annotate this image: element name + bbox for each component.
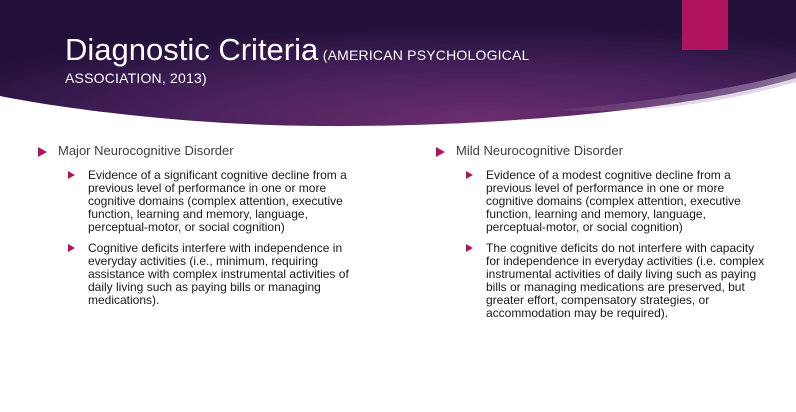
slide-title (65, 34, 665, 85)
title-citation-line-2: ASSOCIATION, 2013) (65, 70, 207, 86)
bullet-arrow-icon (68, 171, 75, 179)
bullet-text: Cognitive deficits interfere with independence in everyday activities (i.e., minimum, requiring assistance with complex instrumental activities of daily living such as paying bills or managing medications). (88, 241, 349, 307)
list-item (434, 169, 766, 234)
heading-text: Mild Neurocognitive Disorder (456, 143, 623, 158)
bullet-text: Evidence of a significant cognitive decline from a previous level of performance in one or more cognitive domains (complex attention, executive function, learning and memory, language, perceptual-motor, or social cognition) (88, 168, 347, 234)
accent-square (682, 0, 728, 50)
heading-text: Major Neurocognitive Disorder (58, 143, 234, 158)
right-column (434, 143, 774, 328)
list-item (434, 242, 766, 320)
bullet-arrow-icon (68, 244, 75, 252)
bullet-arrow-icon (466, 244, 473, 252)
bullet-text: Evidence of a modest cognitive decline from a previous level of performance in one or more cognitive domains (complex attention, executive function, learning and memory, language, perceptual-motor, or social cognition) (486, 168, 741, 234)
list-item (36, 169, 363, 234)
left-column (36, 143, 376, 315)
title-main: Diagnostic Criteria (65, 32, 319, 67)
bullet-arrow-icon (436, 147, 445, 157)
list-item (36, 242, 363, 307)
title-citation-line-1: (AMERICAN PSYCHOLOGICAL (322, 47, 530, 63)
bullet-text: The cognitive deficits do not interfere with capacity for independence in everyday activities (i.e. complex instrumental activities of daily living such as paying bills or managing medications are preserved, but greater effort, compensatory strategies, or accommodation may be required). (486, 241, 765, 320)
bullet-arrow-icon (38, 147, 47, 157)
bullet-arrow-icon (466, 171, 473, 179)
major-ncd-heading (36, 143, 376, 159)
mild-ncd-heading (434, 143, 774, 159)
